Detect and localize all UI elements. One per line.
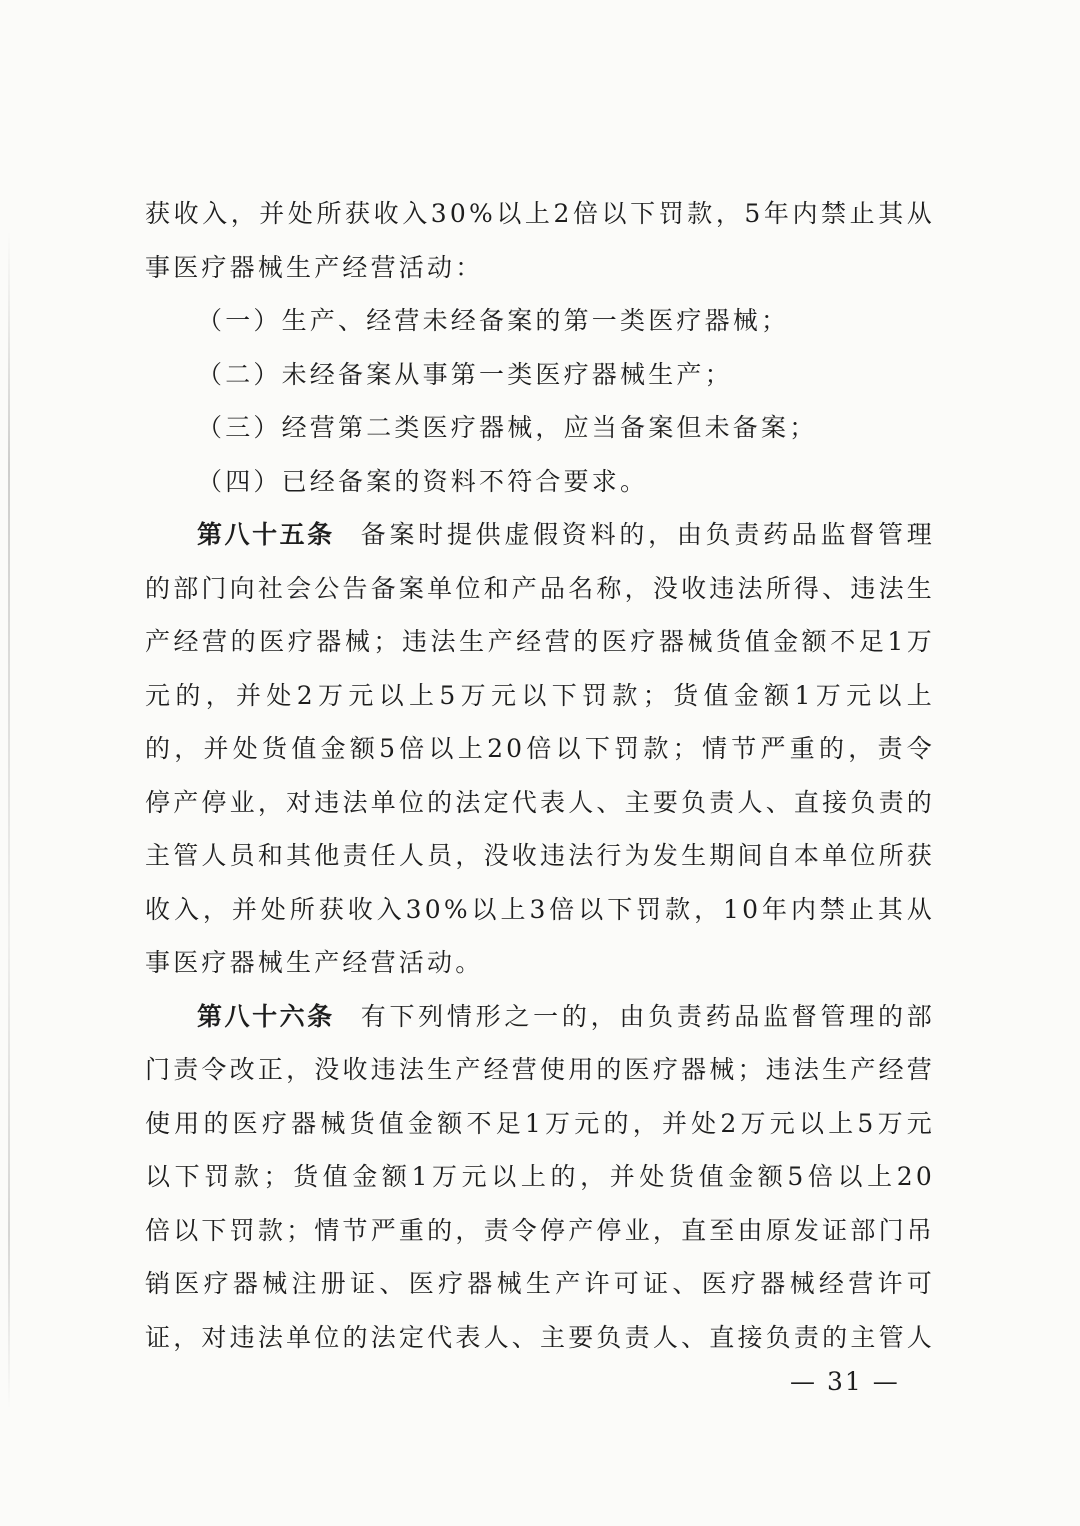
article-86-first-line (145, 990, 935, 1044)
text-line: 证，对违法单位的法定代表人、主要负责人、直接负责的主管人 (145, 1322, 935, 1352)
text-line: 停产停业，对违法单位的法定代表人、主要负责人、直接负责的 (145, 787, 935, 817)
article-86-text: 有下列情形之一的，由负责药品监督管理的部 (360, 1001, 935, 1031)
list-item: （三）经营第二类医疗器械，应当备案但未备案； (197, 413, 818, 442)
scan-edge-shadow (8, 230, 10, 1410)
text-line: 事医疗器械生产经营活动： (145, 252, 484, 282)
text-line: 倍以下罚款；情节严重的，责令停产停业，直至由原发证部门吊 (145, 1215, 935, 1245)
text-line: 的，并处货值金额5倍以上20倍以下罚款；情节严重的，责令 (145, 734, 935, 763)
list-item: （四）已经备案的资料不符合要求。 (197, 466, 649, 496)
list-item: （二）未经备案从事第一类医疗器械生产； (197, 359, 733, 389)
list-item: （一）生产、经营未经备案的第一类医疗器械； (197, 306, 790, 335)
text-line: 事医疗器械生产经营活动。 (145, 948, 484, 977)
text-line: 使用的医疗器械货值金额不足1万元的，并处2万元以上5万元 (145, 1108, 935, 1138)
text-line: 产经营的医疗器械；违法生产经营的医疗器械货值金额不足1万 (145, 627, 935, 656)
article-86-heading: 第八十六条 (197, 1001, 335, 1031)
article-85-text: 备案时提供虚假资料的，由负责药品监督管理 (360, 520, 935, 549)
text-line: 收入，并处所获收入30%以上3倍以下罚款，10年内禁止其从 (145, 894, 935, 924)
text-line: 以下罚款；货值金额1万元以上的，并处货值金额5倍以上20 (145, 1162, 935, 1191)
text-line: 主管人员和其他责任人员，没收违法行为发生期间自本单位所获 (145, 841, 935, 870)
text-line: 元的，并处2万元以上5万元以下罚款；货值金额1万元以上 (145, 680, 935, 710)
text-line: 获收入，并处所获收入30%以上2倍以下罚款，5年内禁止其从 (145, 199, 935, 228)
article-85-heading: 第八十五条 (197, 520, 335, 549)
body-text (145, 187, 935, 1364)
text-line: 的部门向社会公告备案单位和产品名称，没收违法所得、违法生 (145, 573, 935, 603)
text-line: 门责令改正，没收违法生产经营使用的医疗器械；违法生产经营 (145, 1055, 935, 1084)
page-number: — 31 — (790, 1367, 900, 1396)
text-line: 销医疗器械注册证、医疗器械生产许可证、医疗器械经营许可 (145, 1269, 935, 1298)
article-85-first-line (145, 508, 935, 562)
